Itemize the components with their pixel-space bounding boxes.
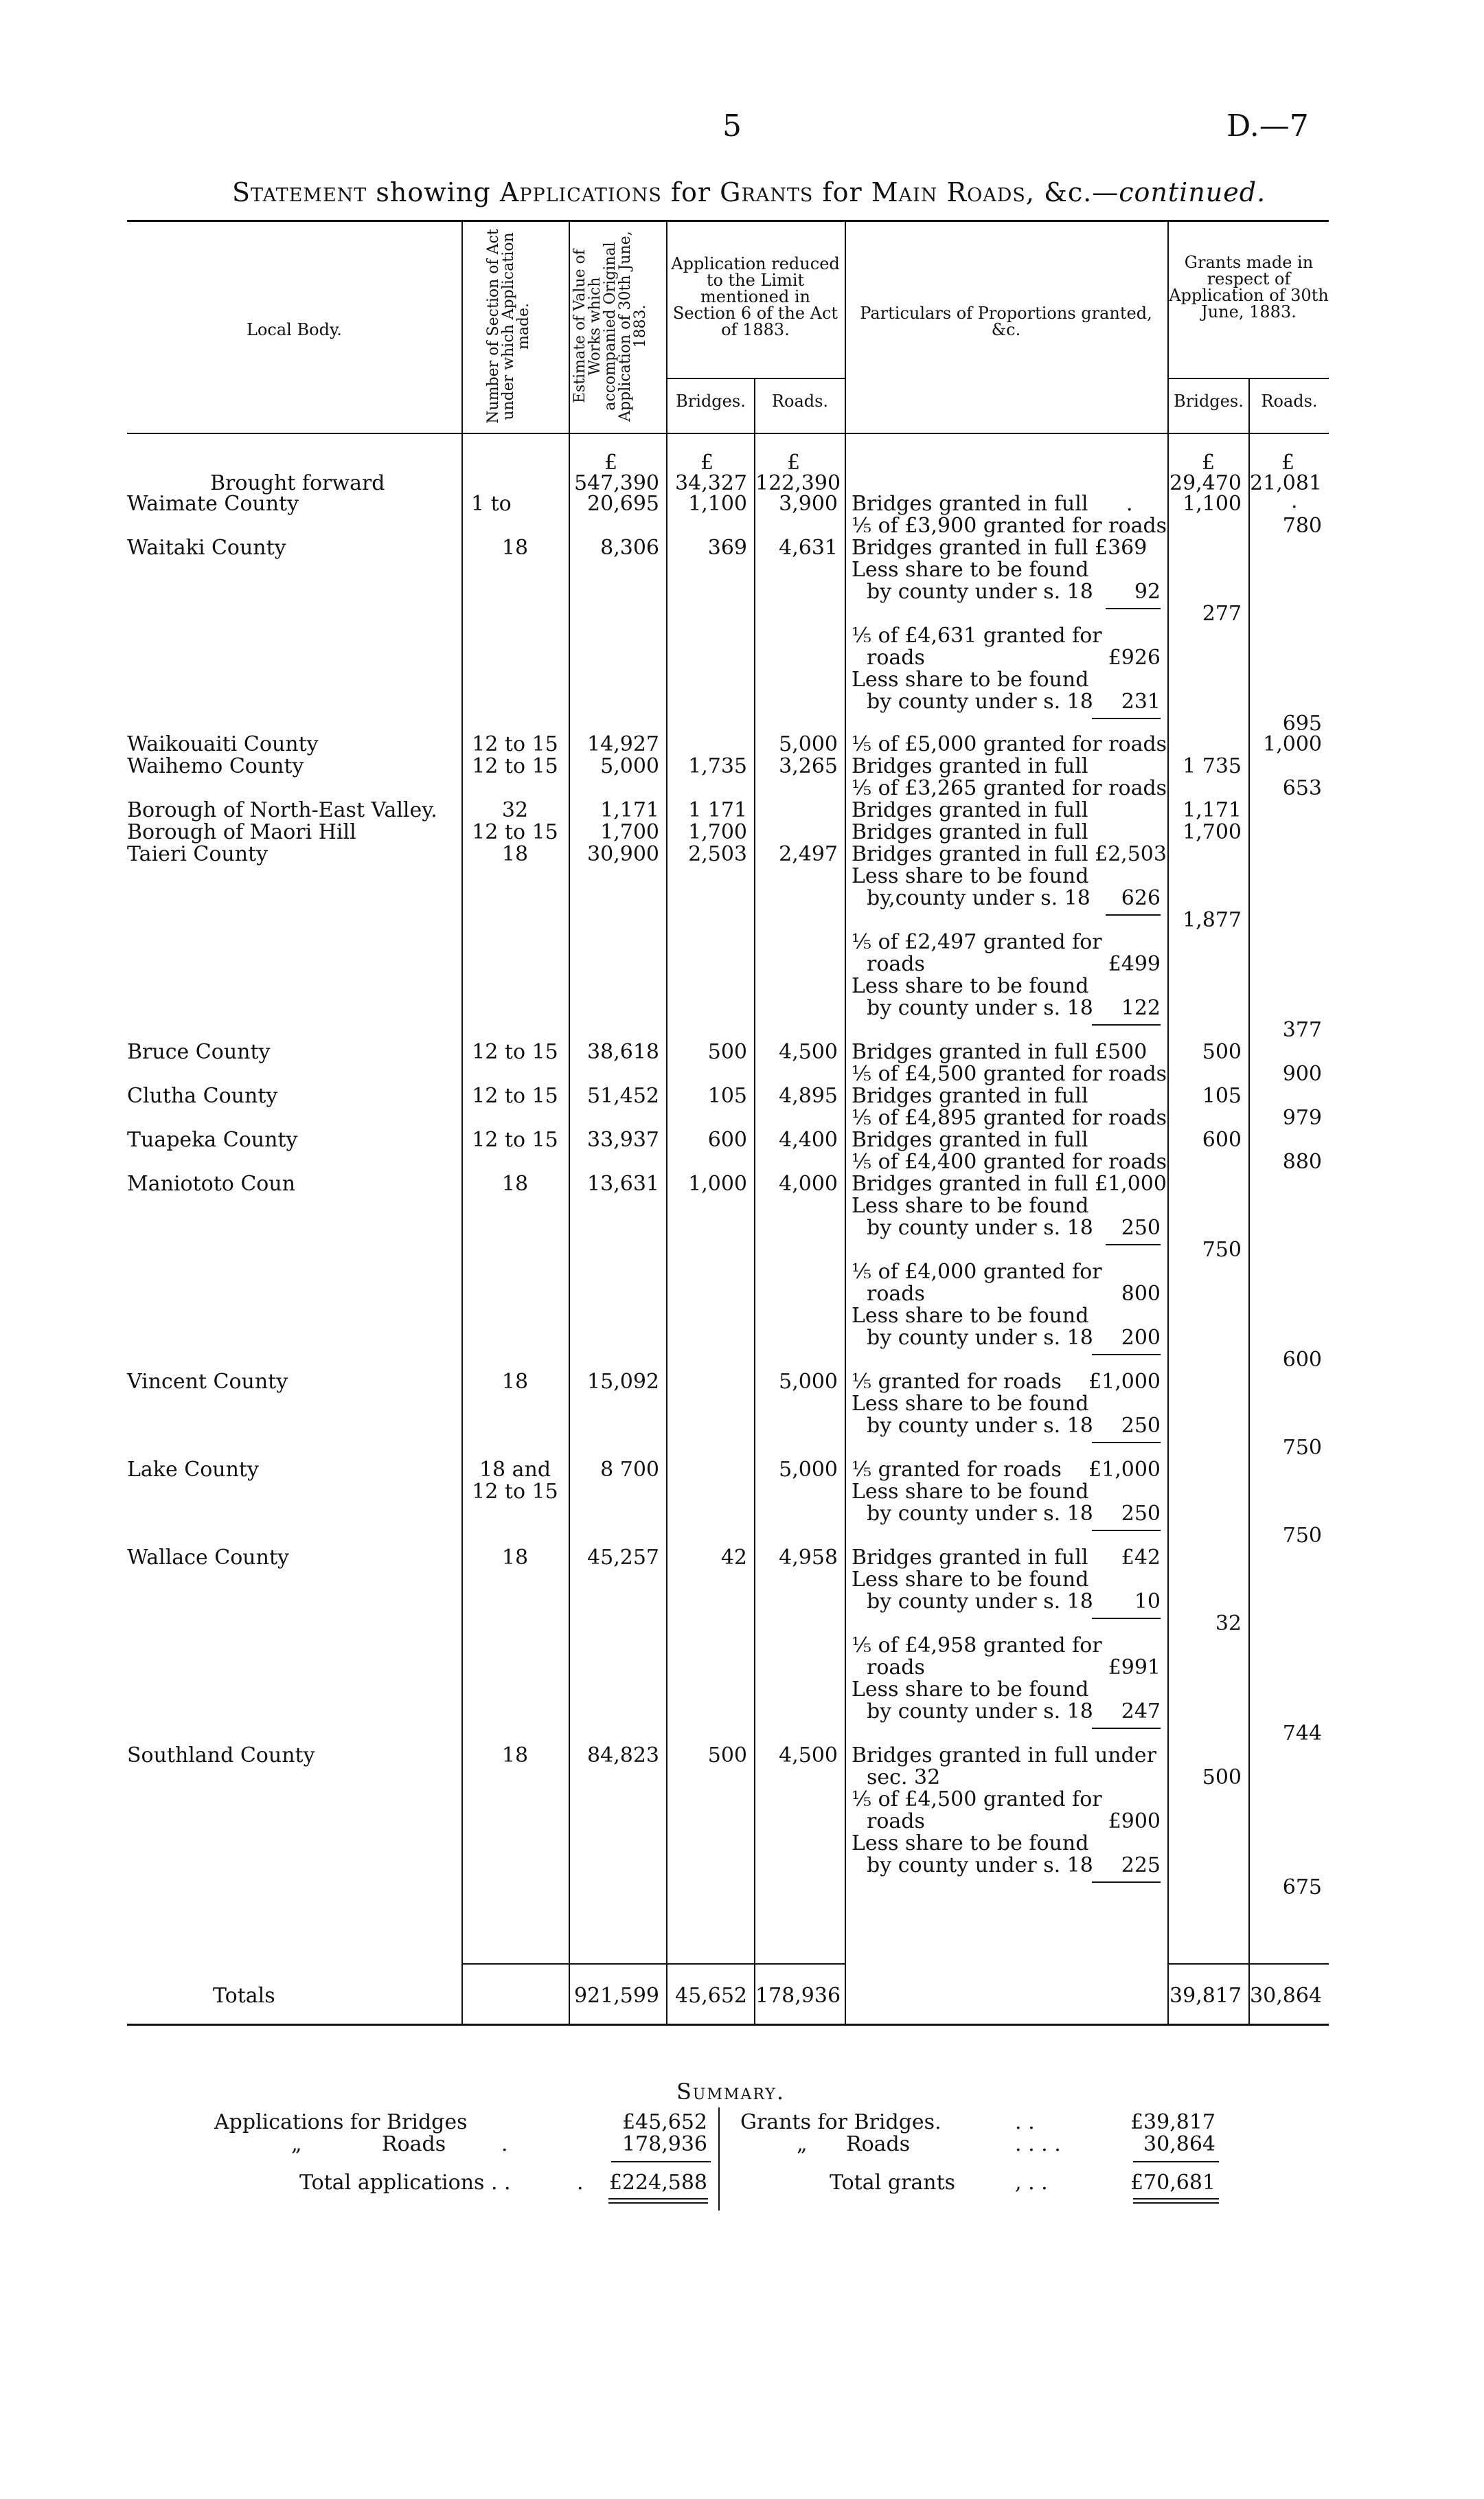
estimate-cell: 84,823 <box>587 1743 659 1767</box>
section-cell: 12 to 15 <box>472 732 558 756</box>
roads-cell: 5,000 <box>779 1370 838 1394</box>
particulars-line: Bridges granted in full <box>852 1128 1088 1152</box>
header-estimate: Estimate of Value of Works which accompanied Original Application of 30th June, 1883. <box>571 231 649 422</box>
summary-double-rule <box>608 2198 708 2200</box>
particulars-amount: £1,000 <box>1088 1370 1161 1394</box>
roads-cell: 4,500 <box>779 1040 838 1064</box>
roads-cell: 4,000 <box>779 1172 838 1196</box>
particulars-amount: £499 <box>1108 952 1161 976</box>
particulars-line: Bridges granted in full <box>852 820 1088 844</box>
grant-bridges-cell: 750 <box>1202 1238 1242 1262</box>
bridges-cell: 600 <box>707 1128 747 1152</box>
summary-double-rule <box>1133 2198 1219 2200</box>
header-local-body: Local Body. <box>247 320 342 339</box>
grant-roads-cell: 377 <box>1282 1018 1322 1042</box>
document-reference: D.—7 <box>1226 109 1309 144</box>
particulars-line: by county under s. 18 <box>867 1326 1093 1350</box>
table-row-name: Clutha County <box>127 1084 278 1108</box>
particulars-amount: 92 <box>1134 580 1161 604</box>
particulars-line: Less share to be found <box>852 1304 1089 1328</box>
particulars-line: by county under s. 18 <box>867 1699 1093 1723</box>
estimate-cell: 1,171 <box>600 798 659 822</box>
particulars-amount: 200 <box>1121 1326 1161 1350</box>
particulars-line: Less share to be found <box>852 974 1089 998</box>
bridges-cell: 34,327 <box>675 471 747 495</box>
section-cell: 18 and <box>479 1458 551 1482</box>
header-grant-roads: Roads. <box>1261 392 1318 411</box>
roads-cell: 2,497 <box>779 842 838 866</box>
grant-roads-cell: 900 <box>1282 1062 1322 1086</box>
bridges-cell: 1,700 <box>688 820 747 844</box>
particulars-line: Bridges granted in full £500 <box>852 1040 1148 1064</box>
section-cell: 32 <box>501 798 529 822</box>
particulars-line: roads <box>867 1655 925 1680</box>
estimate-cell: 20,695 <box>587 492 659 516</box>
particulars-amount: 122 <box>1121 996 1161 1020</box>
bridges-cell: 500 <box>707 1743 747 1767</box>
particulars-line: Bridges granted in full <box>852 1546 1088 1570</box>
sum-rule <box>1092 1442 1161 1443</box>
estimate-cell: 5,000 <box>600 754 659 778</box>
grant-bridges-cell: 1,700 <box>1183 820 1242 844</box>
particulars-line: Bridges granted in full <box>852 798 1088 822</box>
particulars-line: Bridges granted in full <box>852 492 1088 516</box>
particulars-line: by county under s. 18 <box>867 996 1093 1020</box>
particulars-line: Less share to be found <box>852 1480 1089 1504</box>
grant-bridges-cell: 500 <box>1202 1765 1242 1789</box>
grant-roads-cell: 21,081 <box>1250 471 1322 495</box>
particulars-line: Less share to be found <box>852 558 1089 582</box>
sum-rule <box>1092 1728 1161 1729</box>
particulars-line: ⅕ of £4,400 granted for roads <box>852 1150 1167 1174</box>
particulars-line: by county under s. 18 <box>867 580 1093 604</box>
grant-roads-cell: 979 <box>1282 1106 1322 1130</box>
grant-roads-cell: 750 <box>1282 1436 1322 1460</box>
title-word: Applications <box>499 177 662 207</box>
particulars-line: by county under s. 18 <box>867 1590 1093 1614</box>
section-cell: 12 to 15 <box>472 820 558 844</box>
table-row-name: Vincent County <box>127 1370 288 1394</box>
particulars-line: Bridges granted in full <box>852 754 1088 778</box>
particulars-line: Less share to be found <box>852 668 1089 692</box>
roads-cell: 4,958 <box>779 1546 838 1570</box>
estimate-cell: 33,937 <box>587 1128 659 1152</box>
particulars-amount: £900 <box>1108 1809 1161 1833</box>
grant-bridges-cell: 32 <box>1215 1612 1242 1636</box>
table-row-name: Bruce County <box>127 1040 271 1064</box>
summary-leader-dots: . . <box>1015 2110 1035 2134</box>
summary-heading: Summary. <box>676 2079 785 2105</box>
grant-roads-cell: 780 <box>1282 514 1322 538</box>
summary-value: 178,936 <box>621 2132 707 2156</box>
table-row-name: Waihemo County <box>127 754 304 778</box>
roads-cell: 4,500 <box>779 1743 838 1767</box>
estimate-cell: 8,306 <box>600 536 659 560</box>
section-cell: 18 <box>501 842 529 866</box>
summary-ditto-mark: „ <box>797 2132 808 2156</box>
particulars-amount: 800 <box>1121 1282 1161 1306</box>
roads-cell: 3,265 <box>779 754 838 778</box>
pound-sign: £ <box>700 451 714 475</box>
header-grant-bridges: Bridges. <box>1174 392 1244 411</box>
particulars-line: roads <box>867 1809 925 1833</box>
particulars-line: by,county under s. 18 <box>867 886 1091 910</box>
particulars-amount: 247 <box>1121 1699 1161 1723</box>
particulars-line: by county under s. 18 <box>867 1216 1093 1240</box>
particulars-line: by county under s. 18 <box>867 1414 1093 1438</box>
particulars-line: roads <box>867 952 925 976</box>
grant-roads-dot: . <box>1291 489 1298 513</box>
section-cell: 18 <box>501 1370 529 1394</box>
bridges-cell: 500 <box>707 1040 747 1064</box>
particulars-amount: 10 <box>1134 1590 1161 1614</box>
particulars-line: ⅕ of £4,958 granted for <box>852 1633 1102 1658</box>
particulars-amount: 250 <box>1121 1502 1161 1526</box>
section-cell: 12 to 15 <box>472 1040 558 1064</box>
particulars-amount: 250 <box>1121 1414 1161 1438</box>
grant-bridges-cell: 277 <box>1202 602 1242 626</box>
title-word: Main Roads, <box>871 177 1035 207</box>
grant-bridges-cell: 600 <box>1202 1128 1242 1152</box>
table-row-name: Borough of North-East Valley. <box>127 798 437 822</box>
particulars-line: ⅕ of £4,500 granted for roads <box>852 1062 1167 1086</box>
totals-rule <box>1167 1963 1329 1965</box>
summary-divider <box>718 2107 720 2210</box>
pound-sign: £ <box>1281 451 1295 475</box>
bridges-cell: 1 171 <box>688 798 747 822</box>
header-section-number: Number of Section of Act under which Application made. <box>485 229 532 424</box>
header-particulars: Particulars of Proportions granted, &c. <box>860 304 1152 339</box>
roads-cell: 4,631 <box>779 536 838 560</box>
totals-estimate: 921,599 <box>573 1984 659 2008</box>
header-roads: Roads. <box>771 392 829 411</box>
particulars-line: by county under s. 18 <box>867 690 1093 714</box>
totals-grant-roads: 30,864 <box>1250 1984 1322 2008</box>
grant-roads-cell: 695 <box>1282 712 1322 736</box>
section-cell: 18 <box>501 1743 529 1767</box>
particulars-line: ⅕ of £4,500 granted for <box>852 1787 1102 1811</box>
roads-cell: 5,000 <box>779 1458 838 1482</box>
totals-rule <box>461 1963 845 1965</box>
estimate-cell: 15,092 <box>587 1370 659 1394</box>
particulars-line: roads <box>867 1282 925 1306</box>
particulars-line: ⅕ of £4,895 granted for roads <box>852 1106 1167 1130</box>
estimate-cell: 30,900 <box>587 842 659 866</box>
roads-cell: 122,390 <box>755 471 841 495</box>
table-row-name: Waikouaiti County <box>127 732 319 756</box>
estimate-cell: 45,257 <box>587 1546 659 1570</box>
title-continued: continued. <box>1119 177 1266 207</box>
bridges-cell: 1,735 <box>688 754 747 778</box>
estimate-cell: 13,631 <box>587 1172 659 1196</box>
totals-roads: 178,936 <box>755 1984 841 2008</box>
particulars-line: Less share to be found <box>852 1194 1089 1218</box>
totals-bridges: 45,652 <box>675 1984 747 2008</box>
sum-rule <box>1106 914 1161 916</box>
table-row-name: Brought forward <box>210 471 385 495</box>
table-row-name: Wallace County <box>127 1546 289 1570</box>
sum-rule <box>1092 1881 1161 1883</box>
bridges-cell: 42 <box>720 1546 747 1570</box>
particulars-line: Bridges granted in full <box>852 1084 1088 1108</box>
pound-sign: £ <box>1202 451 1215 475</box>
section-cell: 18 <box>501 1172 529 1196</box>
estimate-cell: 14,927 <box>587 732 659 756</box>
table-top-rule <box>127 220 1329 222</box>
header-bridges: Bridges. <box>676 392 746 411</box>
section-cell: 12 to 15 <box>472 1084 558 1108</box>
sum-rule <box>1092 1530 1161 1531</box>
particulars-line: by county under s. 18 <box>867 1502 1093 1526</box>
grant-bridges-cell: 1,100 <box>1183 492 1242 516</box>
grant-bridges-cell: 1,877 <box>1183 908 1242 932</box>
summary-value: £39,817 <box>1130 2110 1215 2134</box>
particulars-line: ⅕ granted for roads <box>852 1370 1062 1394</box>
particulars-amount: £926 <box>1108 646 1161 670</box>
roads-cell: 3,900 <box>779 492 838 516</box>
particulars-line: Less share to be found <box>852 864 1089 888</box>
estimate-cell: 8 700 <box>600 1458 659 1482</box>
sum-rule <box>1106 1244 1161 1245</box>
particulars-line: ⅕ of £5,000 granted for roads <box>852 732 1167 756</box>
sum-rule <box>1092 1618 1161 1619</box>
particulars-line: ⅕ of £4,000 granted for <box>852 1260 1102 1284</box>
summary-value: 30,864 <box>1143 2132 1215 2156</box>
section-cell: 18 <box>501 536 529 560</box>
estimate-cell: 1,700 <box>600 820 659 844</box>
section-cell: 18 <box>501 1546 529 1570</box>
header-bottom-rule <box>127 433 1329 434</box>
bridges-cell: 2,503 <box>688 842 747 866</box>
table-row-name: Lake County <box>127 1458 259 1482</box>
summary-label: Grants for Bridges. <box>740 2110 941 2134</box>
summary-value: £224,588 <box>608 2171 707 2195</box>
summary-label: Roads <box>382 2132 446 2156</box>
sum-rule <box>1106 608 1161 609</box>
title-word: for <box>822 177 863 207</box>
title-word: Statement <box>232 177 367 207</box>
particulars-line: . <box>1126 492 1133 516</box>
header-grants: Grants made in respect of Application of 30th June, 1883. <box>1169 253 1329 321</box>
section-cell: 12 to 15 <box>472 754 558 778</box>
particulars-line: sec. 32 <box>867 1765 941 1789</box>
title-word: &c.— <box>1044 177 1119 207</box>
summary-leader-dot: . <box>577 2171 584 2195</box>
summary-label: Applications for Bridges <box>214 2110 468 2134</box>
particulars-line: ⅕ granted for roads <box>852 1458 1062 1482</box>
pound-sign: £ <box>787 451 801 475</box>
reduced-subheader-rule <box>666 378 845 379</box>
bridges-cell: 1,000 <box>688 1172 747 1196</box>
table-row-name: Taieri County <box>127 842 269 866</box>
grant-roads-cell: 880 <box>1282 1150 1322 1174</box>
title-word: showing <box>376 177 491 207</box>
grant-bridges-cell: 1,171 <box>1183 798 1242 822</box>
grant-roads-cell: 653 <box>1282 776 1322 800</box>
particulars-line: Less share to be found <box>852 1677 1089 1701</box>
column-divider <box>754 378 755 2024</box>
roads-cell: 4,400 <box>779 1128 838 1152</box>
particulars-amount: £991 <box>1108 1655 1161 1680</box>
summary-rule <box>1133 2161 1219 2162</box>
summary-leader-dots: . . . . <box>1015 2132 1061 2156</box>
particulars-amount: 250 <box>1121 1216 1161 1240</box>
section-cell: 12 to 15 <box>472 1480 558 1504</box>
particulars-line: ⅕ of £2,497 granted for <box>852 930 1102 954</box>
summary-value: £45,652 <box>621 2110 707 2134</box>
bridges-cell: 105 <box>707 1084 747 1108</box>
summary-leader-dots: , . . <box>1015 2171 1048 2195</box>
grant-roads-cell: 744 <box>1282 1721 1322 1745</box>
summary-label: Total applications . . <box>299 2171 511 2195</box>
title-word: for <box>670 177 711 207</box>
particulars-line: Bridges granted in full £1,000 <box>852 1172 1167 1196</box>
page-number: 5 <box>722 109 742 144</box>
particulars-amount: 231 <box>1121 690 1161 714</box>
roads-cell: 4,895 <box>779 1084 838 1108</box>
estimate-cell: 38,618 <box>587 1040 659 1064</box>
particulars-line: Bridges granted in full £369 <box>852 536 1148 560</box>
table-row-name: Borough of Maori Hill <box>127 820 356 844</box>
column-divider <box>845 221 846 2024</box>
particulars-line: ⅕ of £3,265 granted for roads <box>852 776 1167 800</box>
sum-rule <box>1092 1354 1161 1355</box>
particulars-line: Bridges granted in full under <box>852 1743 1156 1767</box>
grant-bridges-cell: 29,470 <box>1169 471 1242 495</box>
grant-bridges-cell: 1 735 <box>1183 754 1242 778</box>
bridges-cell: 369 <box>707 536 747 560</box>
particulars-line: by county under s. 18 <box>867 1853 1093 1877</box>
summary-rule <box>611 2161 711 2162</box>
estimate-cell: 51,452 <box>587 1084 659 1108</box>
particulars-line: ⅕ of £4,631 granted for <box>852 624 1102 648</box>
particulars-line: Less share to be found <box>852 1392 1089 1416</box>
summary-double-rule <box>1133 2202 1219 2204</box>
grant-bridges-cell: 500 <box>1202 1040 1242 1064</box>
pound-sign: £ <box>604 451 618 475</box>
title-word: Grants <box>720 177 814 207</box>
header-reduced-application: Application reduced to the Limit mentioned in Section 6 of the Act of 1883. <box>671 254 840 339</box>
particulars-line: Less share to be found <box>852 1568 1089 1592</box>
particulars-amount: £42 <box>1121 1546 1161 1570</box>
summary-leader-dot: . <box>501 2132 508 2156</box>
particulars-line: Bridges granted in full £2,503 <box>852 842 1167 866</box>
totals-grant-bridges: 39,817 <box>1169 1984 1242 2008</box>
page-title <box>232 177 1266 207</box>
table-row-name: Tuapeka County <box>127 1128 298 1152</box>
sum-rule <box>1092 718 1161 719</box>
table-bottom-rule <box>127 2024 1329 2026</box>
table-row-name: Waimate County <box>127 492 299 516</box>
particulars-amount: 626 <box>1121 886 1161 910</box>
grant-roads-cell: 1,000 <box>1263 732 1322 756</box>
table-row-name: Waitaki County <box>127 536 286 560</box>
particulars-line: ⅕ of £3,900 granted for roads <box>852 514 1167 538</box>
summary-value: £70,681 <box>1130 2171 1215 2195</box>
estimate-cell: 547,390 <box>573 471 659 495</box>
particulars-line: Less share to be found <box>852 1831 1089 1855</box>
column-divider <box>1248 378 1250 2024</box>
particulars-amount: £1,000 <box>1088 1458 1161 1482</box>
bridges-cell: 1,100 <box>688 492 747 516</box>
sum-rule <box>1092 1024 1161 1026</box>
table-row-name: Southland County <box>127 1743 315 1767</box>
grant-roads-cell: 675 <box>1282 1875 1322 1899</box>
grant-roads-cell: 600 <box>1282 1348 1322 1372</box>
table-row-name: Maniototo Coun <box>127 1172 296 1196</box>
section-cell: 12 to 15 <box>472 1128 558 1152</box>
totals-label: Totals <box>213 1984 275 2008</box>
grant-bridges-cell: 105 <box>1202 1084 1242 1108</box>
grant-roads-cell: 750 <box>1282 1524 1322 1548</box>
particulars-amount: 225 <box>1121 1853 1161 1877</box>
summary-double-rule <box>608 2202 708 2204</box>
section-cell: 1 to <box>471 492 512 516</box>
particulars-line: roads <box>867 646 925 670</box>
summary-label: Roads <box>846 2132 911 2156</box>
summary-ditto-mark: „ <box>291 2132 302 2156</box>
roads-cell: 5,000 <box>779 732 838 756</box>
summary-label: Total grants <box>830 2171 956 2195</box>
